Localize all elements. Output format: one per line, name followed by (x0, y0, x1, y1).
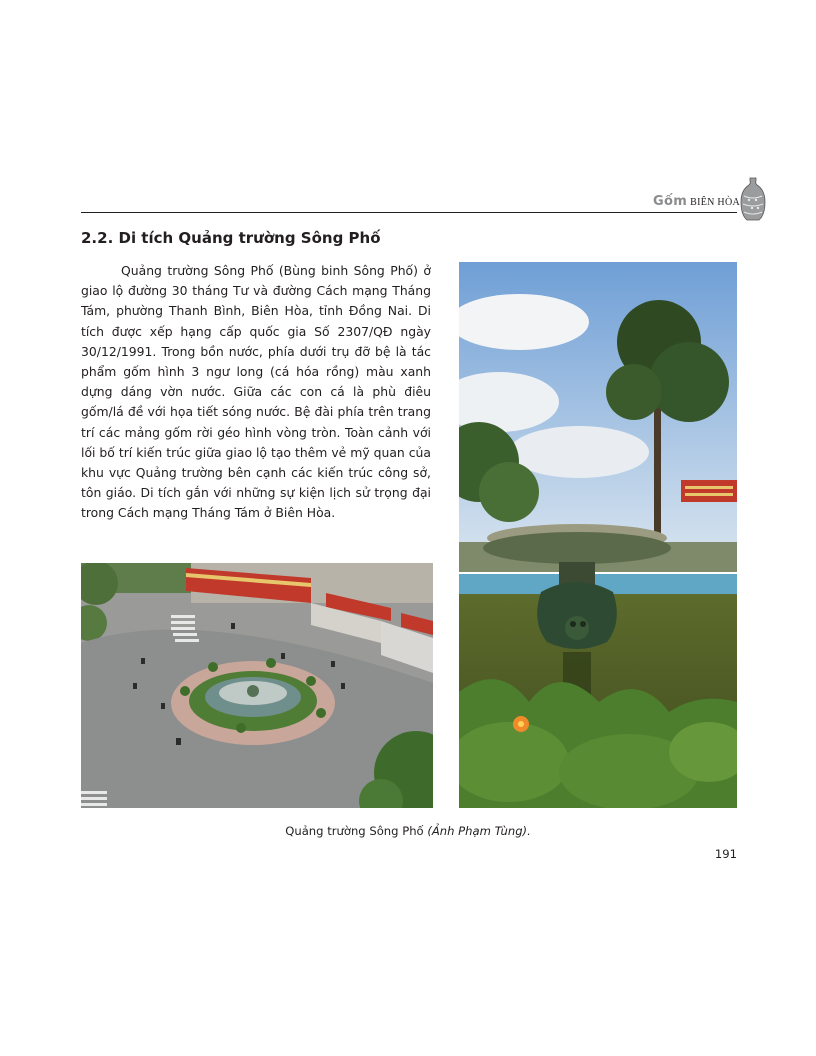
figure-caption (0, 824, 816, 838)
header-brand: Gốm (653, 194, 688, 209)
page-number: 191 (714, 847, 737, 861)
vase-icon (740, 176, 766, 224)
body-paragraph: Quảng trường Sông Phố (Bùng binh Sông Phố) ở giao lộ đường 30 tháng Tư và đường Cách mạng Tháng Tám, phường Thanh Bình, Biên Hòa, tỉnh Đồng Nai. Di tích được xếp hạng cấp quốc gia Số 2307/QĐ ngày 30/12/1991. Trong bồn nước, phía dưới trụ đỡ bệ là tác phẩm gốm hình 3 ngư long (cá hóa rồng) màu xanh dựng dáng vờn nước. Giữa các con cá là phù điêu gốm/lá đề với họa tiết sóng nước. Bệ đài phía trên trang trí các mảng gốm rời géo hình vòng tròn. Toàn cảnh với lối bố trí kiến trúc giữa giao lộ tạo thêm vẻ mỹ quan của khu vực Quảng trường bên cạnh các kiến trúc công sở, tôn giáo. Di tích gắn với những sự kiện lịch sử trọng đại trong Cách mạng Tháng Tám ở Biên Hòa. (81, 263, 431, 521)
caption-text: Quảng trường Sông Phố (285, 824, 428, 838)
section-title: 2.2. Di tích Quảng trường Sông Phố (81, 229, 381, 247)
fountain-photo (459, 262, 737, 808)
running-header (600, 192, 740, 212)
roundabout-aerial-photo (81, 563, 433, 808)
header-rule (81, 212, 737, 213)
caption-credit: (Ảnh Phạm Tùng). (427, 824, 531, 838)
header-subtitle: BIÊN HÒA (690, 197, 740, 208)
